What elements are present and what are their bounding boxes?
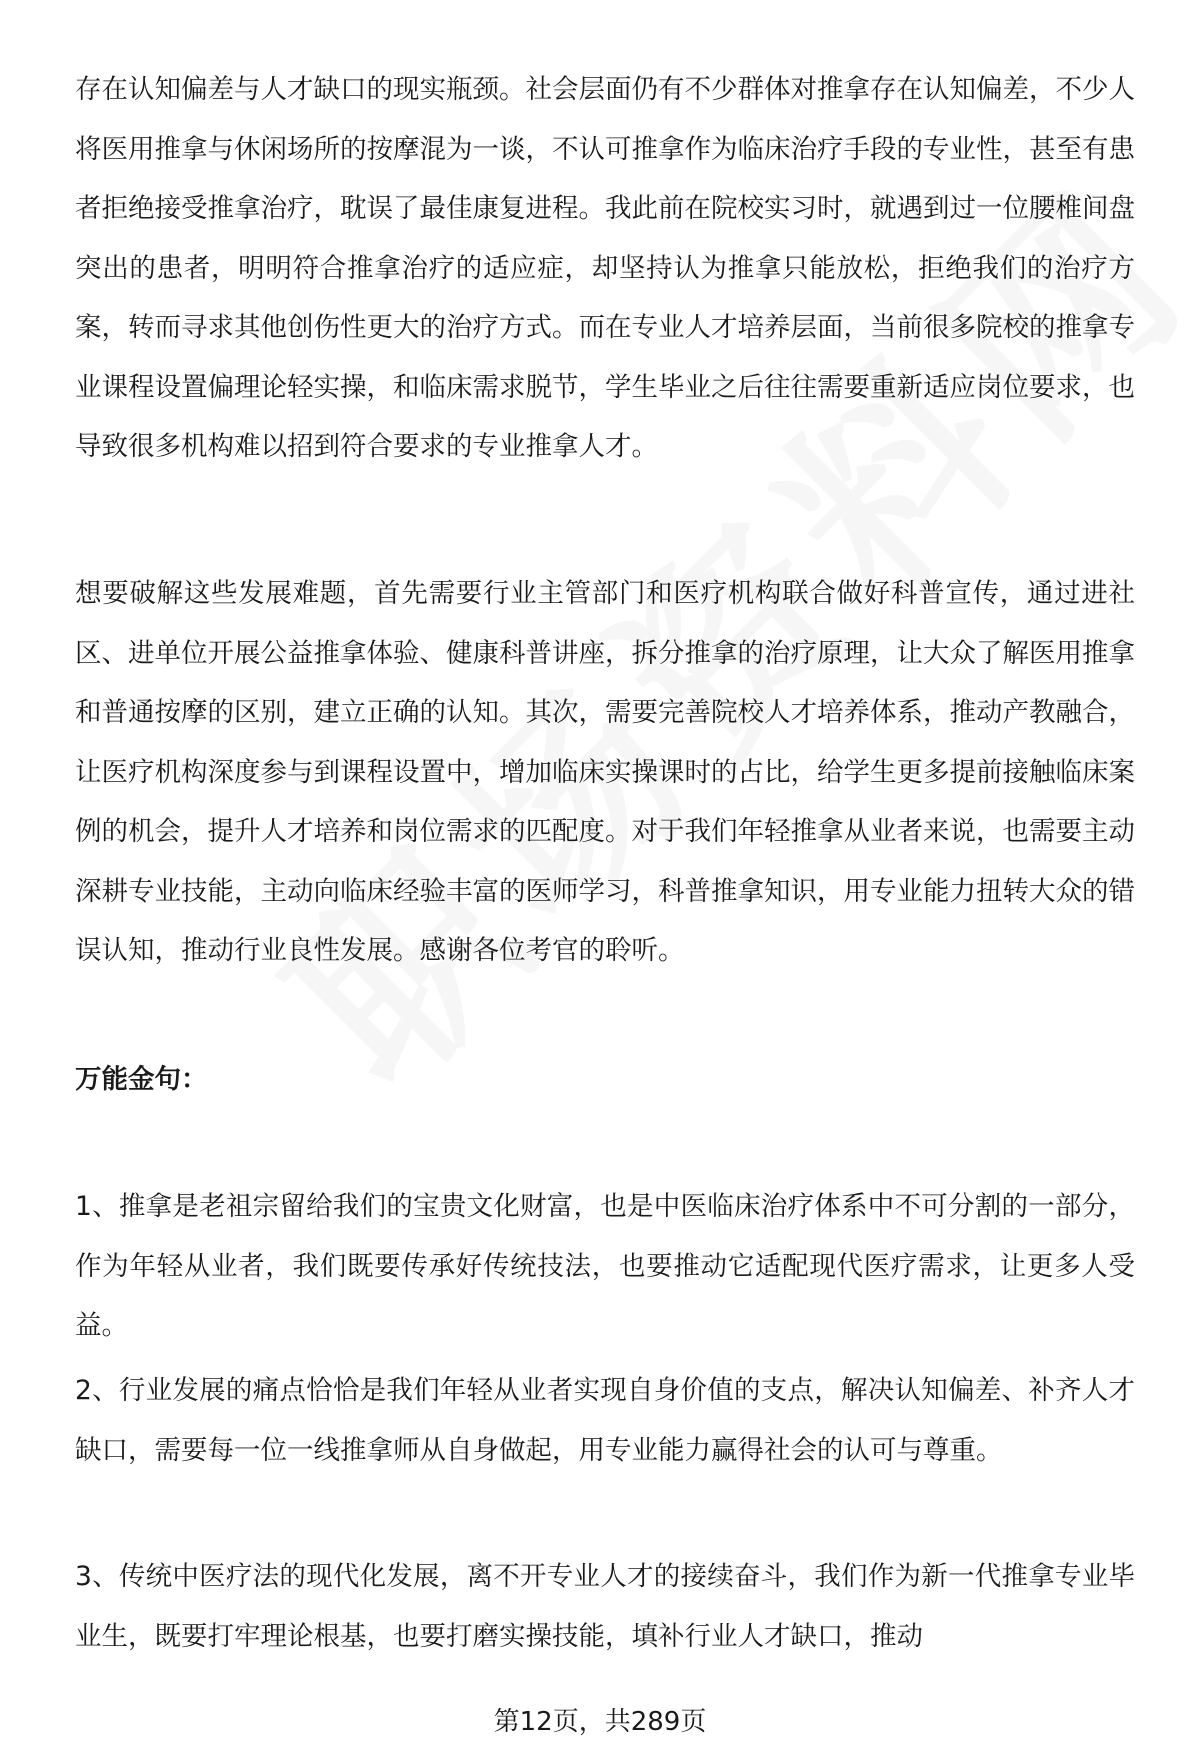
section-heading: 万能金句： [75,1064,208,1095]
body-paragraph-1: 存在认知偏差与人才缺口的现实瓶颈。社会层面仍有不少群体对推拿存在认知偏差，不少人将医用推拿与休闲场所的按摩混为一谈，不认可推拿作为临床治疗手段的专业性，甚至有患者拒绝接受推拿治疗，耽误了最佳康复进程。我此前在院校实习时，就遇到过一位腰椎间盘突出的患者，明明符合推拿治疗的适应症，却坚持认为推拿只能放松，拒绝我们的治疗方案，转而寻求其他创伤性更大的治疗方式。而在专业人才培养层面，当前很多院校的推拿专业课程设置偏理论轻实操，和临床需求脱节，学生毕业之后往往需要重新适应岗位要求，也导致很多机构难以招到符合要求的专业推拿人才。 [75,74,1135,462]
quote-item-1: 1、推拿是老祖宗留给我们的宝贵文化财富，也是中医临床治疗体系中不可分割的一部分，作为年轻从业者，我们既要传承好传统技法，也要推动它适配现代医疗需求，让更多人受益。 [75,1191,1135,1341]
body-paragraph-2: 想要破解这些发展难题，首先需要行业主管部门和医疗机构联合做好科普宣传，通过进社区、进单位开展公益推拿体验、健康科普讲座，拆分推拿的治疗原理，让大众了解医用推拿和普通按摩的区别，建立正确的认知。其次，需要完善院校人才培养体系，推动产教融合，让医疗机构深度参与到课程设置中，增加临床实操课时的占比，给学生更多提前接触临床案例的机会，提升人才培养和岗位需求的匹配度。对于我们年轻推拿从业者来说，也需要主动深耕专业技能，主动向临床经验丰富的医师学习，科普推拿知识，用专业能力扭转大众的错误认知，推动行业良性发展。感谢各位考官的聆听。 [75,578,1135,966]
page-number-footer: 第12页，共289页 [493,1707,707,1737]
quote-item-3: 3、传统中医疗法的现代化发展，离不开专业人才的接续奋斗，我们作为新一代推拿专业毕业生，既要打牢理论根基，也要打磨实操技能，填补行业人才缺口，推动 [75,1561,1135,1652]
quote-item-2: 2、行业发展的痛点恰恰是我们年轻从业者实现自身价值的支点，解决认知偏差、补齐人才缺口，需要每一位一线推拿师从自身做起，用专业能力赢得社会的认可与尊重。 [75,1375,1135,1466]
